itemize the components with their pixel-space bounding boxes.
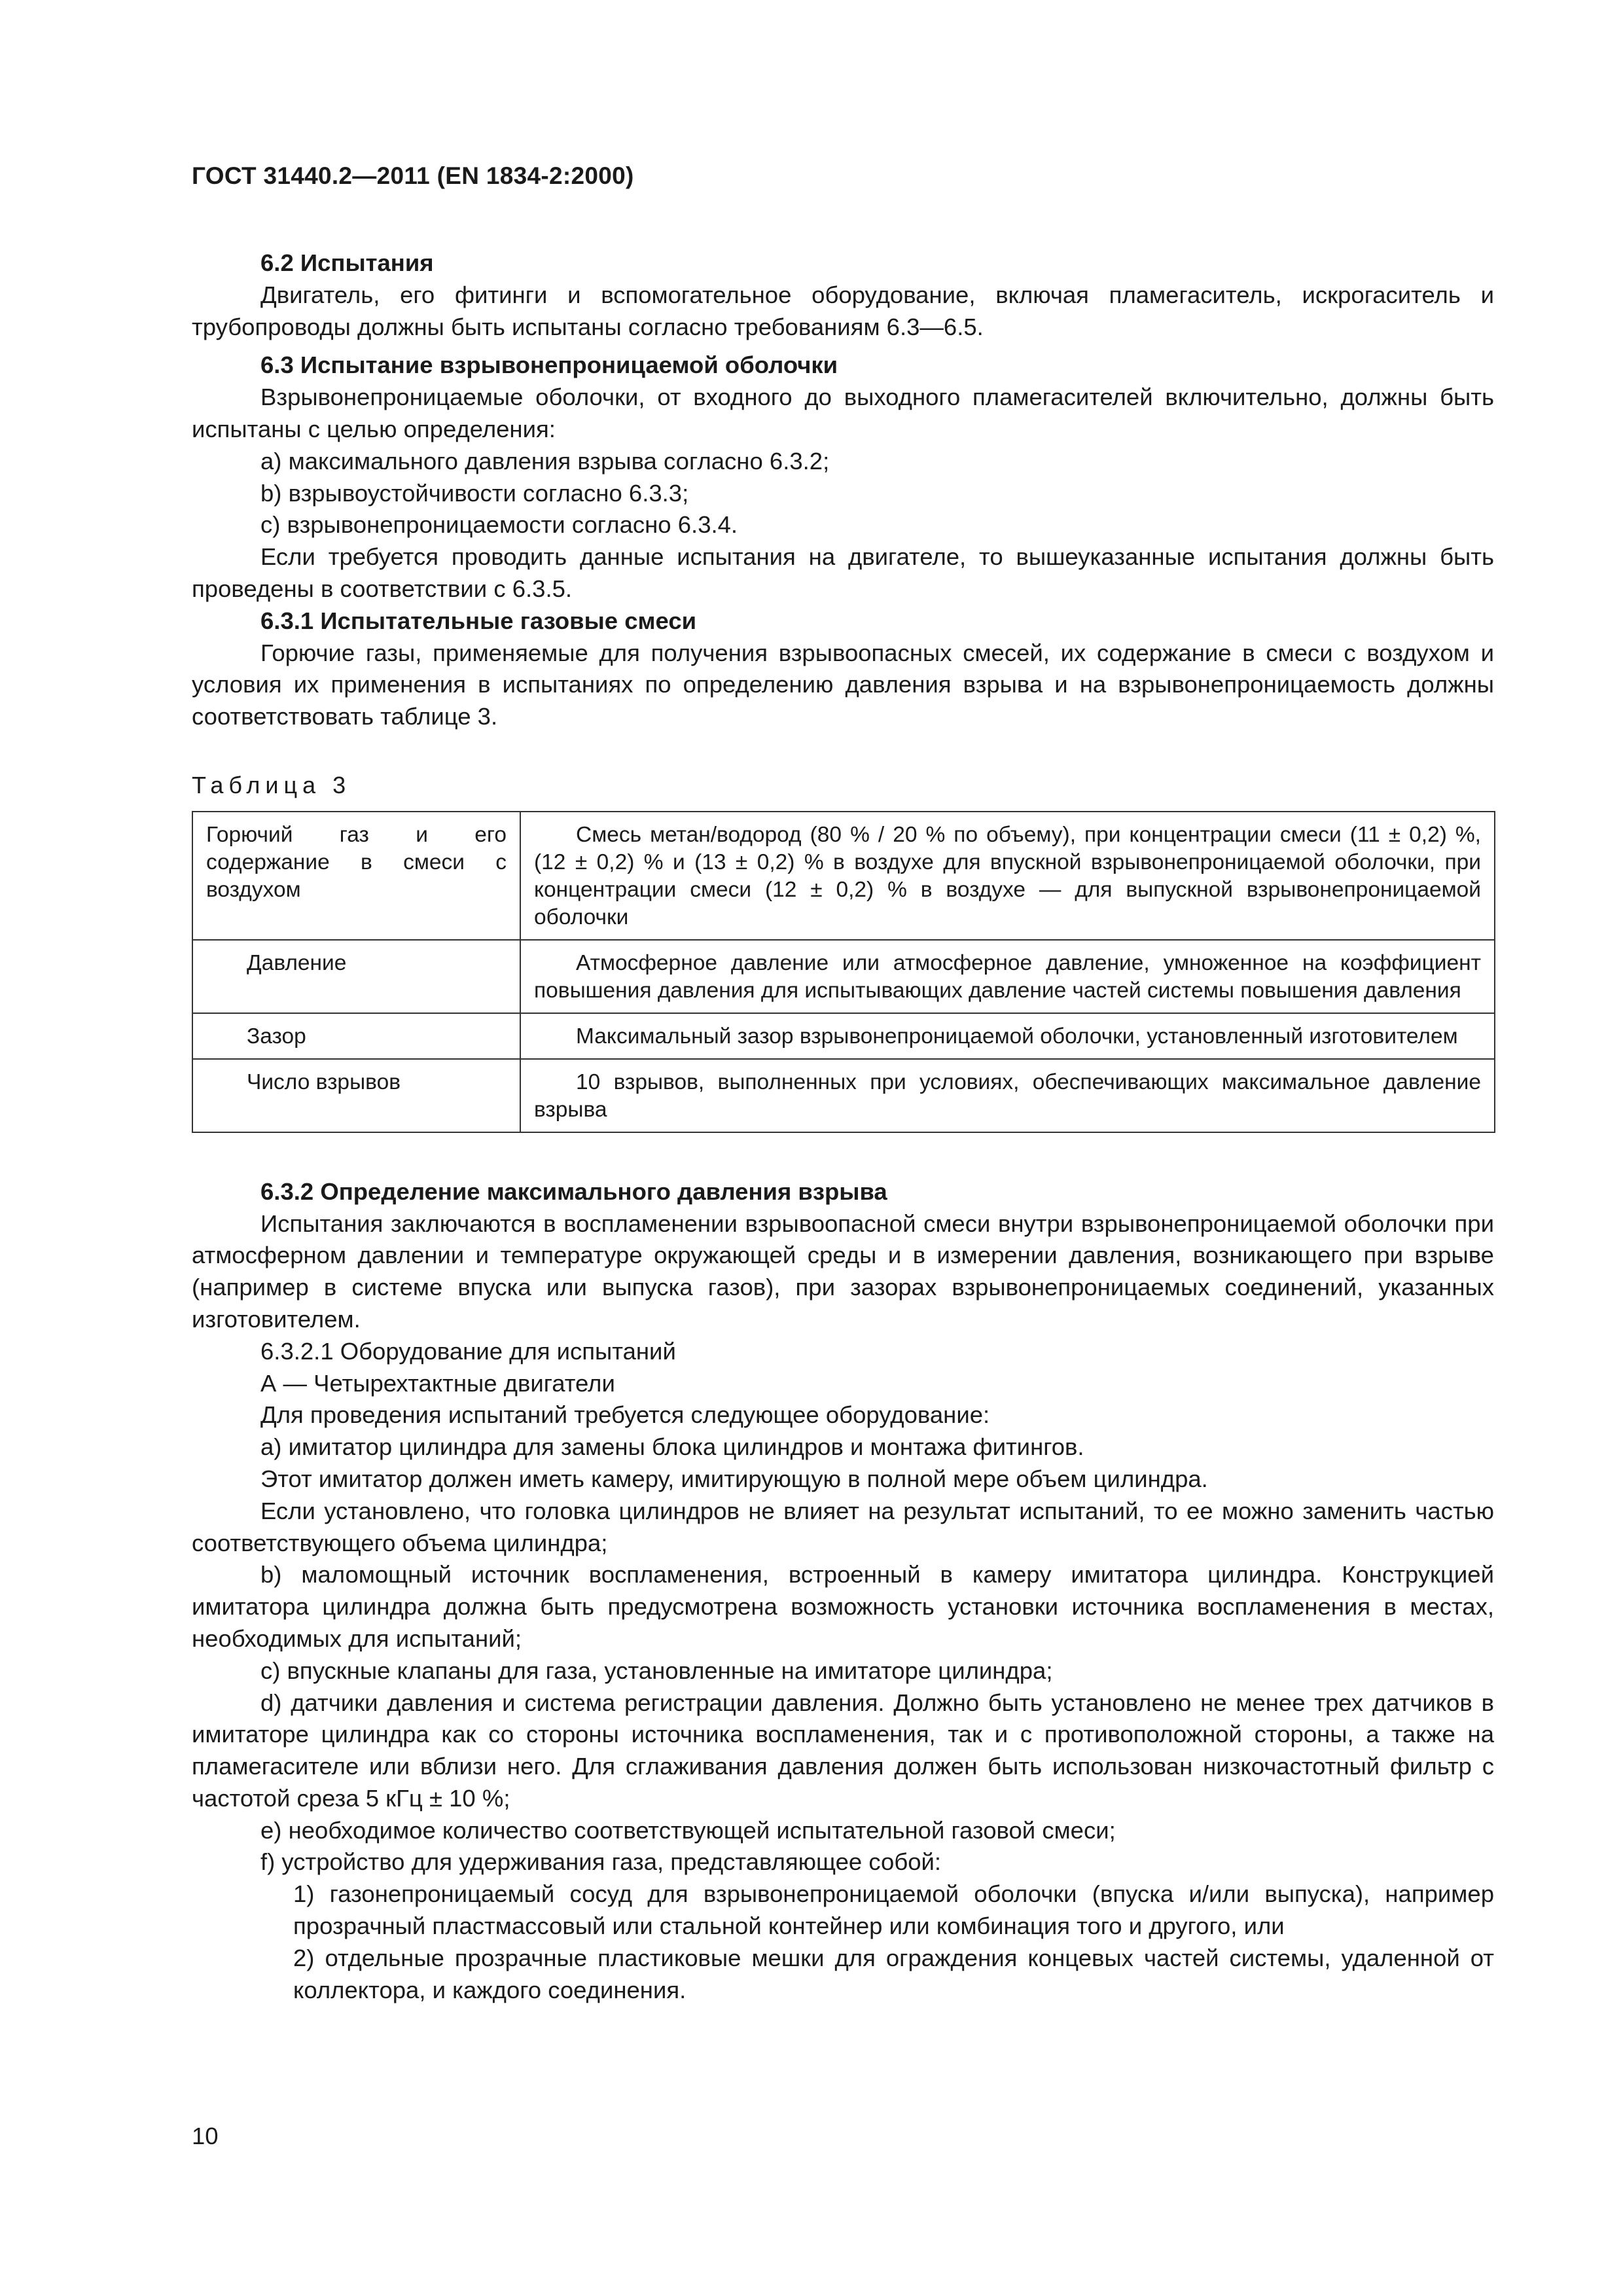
table-cell-value: Атмосферное давление или атмосферное давление, умноженное на коэффициент повышения давления для испытывающих давление частей системы повышения давления: [520, 940, 1495, 1013]
document-header: ГОСТ 31440.2—2011 (EN 1834-2:2000): [192, 162, 634, 189]
section-6-3-heading: 6.3 Испытание взрывонепроницаемой оболочки: [260, 351, 838, 379]
list-item: b) маломощный источник воспламенения, встроенный в камеру имитатора цилиндра. Конструкцией имитатора цилиндра должна быть предусмотрена возможность установки источника воспламенения в местах, необходимых для испытаний;: [192, 1561, 1494, 1652]
table-cell-key: Число взрывов: [192, 1059, 520, 1132]
table-caption: Таблица 3: [192, 771, 351, 798]
sub-list-item: 1) газонепроницаемый сосуд для взрывонепроницаемой оболочки (впуска и/или выпуска), например прозрачный пластмассовый или стальной контейнер или комбинация того и другого, или: [293, 1880, 1494, 1940]
paragraph: Этот имитатор должен иметь камеру, имитирующую в полной мере объем цилиндра.: [260, 1465, 1208, 1492]
paragraph: А — Четырехтактные двигатели: [260, 1369, 615, 1397]
list-item: c) взрывонепроницаемости согласно 6.3.4.: [260, 511, 738, 539]
document-body: [192, 230, 1494, 2006]
table-row: [192, 940, 1495, 1013]
table-cell-key: Давление: [192, 940, 520, 1013]
section-6-3-1-heading: 6.3.1 Испытательные газовые смеси: [260, 607, 697, 634]
paragraph: Если требуется проводить данные испытания на двигателе, то вышеуказанные испытания должны быть проведены в соответствии с 6.3.5.: [192, 543, 1494, 602]
paragraph: Взрывонепроницаемые оболочки, от входного до выходного пламегасителей включительно, должны быть испытаны с целью определения:: [192, 384, 1494, 442]
subsection-6-3-2-1-heading: 6.3.2.1 Оборудование для испытаний: [260, 1337, 676, 1365]
list-item: b) взрывоустойчивости согласно 6.3.3;: [260, 479, 689, 507]
table-cell-value: Максимальный зазор взрывонепроницаемой оболочки, установленный изготовителем: [520, 1013, 1495, 1059]
table-row: [192, 812, 1495, 940]
paragraph: Горючие газы, применяемые для получения взрывоопасных смесей, их содержание в смеси с воздухом и условия их применения в испытаниях по определению давления взрыва и на взрывонепроницаемость должны соответствовать таблице 3.: [192, 639, 1494, 730]
paragraph: Если установлено, что головка цилиндров не влияет на результат испытаний, то ее можно заменить частью соответствующего объема цилиндра;: [192, 1497, 1494, 1556]
paragraph: Двигатель, его фитинги и вспомогательное оборудование, включая пламегаситель, искрогаситель и трубопроводы должны быть испытаны согласно требованиям 6.3—6.5.: [192, 281, 1494, 340]
section-6-2-heading: 6.2 Испытания: [260, 249, 434, 276]
paragraph: Для проведения испытаний требуется следующее оборудование:: [260, 1401, 990, 1429]
list-item: a) имитатор цилиндра для замены блока цилиндров и монтажа фитингов.: [260, 1433, 1084, 1461]
section-6-3-2-heading: 6.3.2 Определение максимального давления взрыва: [260, 1177, 887, 1205]
list-item: c) впускные клапаны для газа, установленные на имитаторе цилиндра;: [260, 1657, 1053, 1684]
table-row: [192, 1059, 1495, 1132]
table-3: [192, 811, 1495, 1133]
table-cell-key: Горючий газ и его содержание в смеси с воздухом: [192, 812, 520, 940]
page-number: 10: [192, 2123, 219, 2149]
list-item: d) датчики давления и система регистрации давления. Должно быть установлено не менее трех датчиков в имитаторе цилиндра как со стороны источника воспламенения, так и с противоположной стороны, а также на пламегасителе или вблизи него. Для сглаживания давления должен быть использован низкочастотный фильтр с частотой среза 5 кГц ± 10 %;: [192, 1689, 1494, 1812]
sub-list-item: 2) отдельные прозрачные пластиковые мешки для ограждения концевых частей системы, удаленной от коллектора, и каждого соединения.: [293, 1944, 1494, 2003]
list-item: e) необходимое количество соответствующей испытательной газовой смеси;: [260, 1816, 1116, 1844]
list-item: a) максимального давления взрыва согласно 6.3.2;: [260, 447, 830, 475]
table-row: [192, 1013, 1495, 1059]
table-cell-value: 10 взрывов, выполненных при условиях, обеспечивающих максимальное давление взрыва: [520, 1059, 1495, 1132]
paragraph: Испытания заключаются в воспламенении взрывоопасной смеси внутри взрывонепроницаемой оболочки при атмосферном давлении и температуре окружающей среды и в измерении давления, возникающего при взрыве (например в системе впуска или выпуска газов), при зазорах взрывонепроницаемых соединений, указанных изготовителем.: [192, 1210, 1494, 1333]
table-cell-key: Зазор: [192, 1013, 520, 1059]
table-cell-value: Смесь метан/водород (80 % / 20 % по объему), при концентрации смеси (11 ± 0,2) %, (12 ± 0,2) % и (13 ± 0,2) % в воздухе для впускной взрывонепроницаемой оболочки, при концентрации смеси (12 ± 0,2) % в воздухе — для выпускной взрывонепроницаемой оболочки: [520, 812, 1495, 940]
list-item: f) устройство для удерживания газа, представляющее собой:: [260, 1848, 942, 1876]
